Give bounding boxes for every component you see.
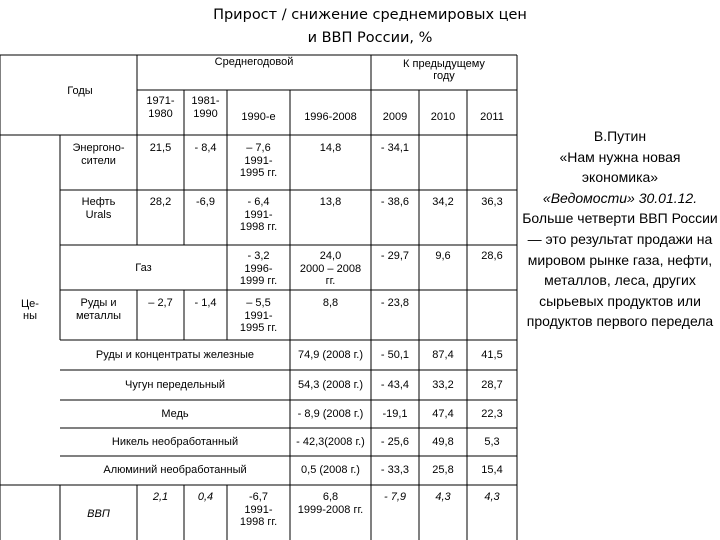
row-metals-label: Руды и металлы [75,297,122,322]
row-urals-label: Нефть Urals [81,196,116,221]
row-gas-label: Газ [135,261,152,274]
cell-energy-4: 14,8 [319,142,342,154]
cell-gdp-1: 2,1 [152,491,169,503]
cell-copper-6: 47,4 [432,407,454,420]
cell-urals-5: - 38,6 [380,196,410,208]
quote-headline: «Нам нужна новая экономика» [559,148,681,186]
cell-gdp-3: -6,7 1991- 1998 гг. [239,491,278,528]
cell-gas-5: - 29,7 [380,250,410,262]
cell-energy-3: – 7,6 1991- 1995 гг. [239,142,278,179]
cell-metals-3: – 5,5 1991- 1995 гг. [239,297,278,334]
cell-copper-7: 22,3 [481,407,503,420]
header-years: Годы [67,84,93,97]
cell-pig-iron-7: 28,7 [481,378,503,391]
quote-source: «Ведомости» 30.01.12. [542,189,698,206]
row-copper-label: Медь [161,407,189,420]
cell-gas-3: - 3,2 1996- 1999 гг. [239,250,278,287]
cell-gdp-2: 0,4 [197,491,214,503]
cell-pig-iron-6: 33,2 [432,378,454,391]
cell-gdp-5: - 7,9 [383,491,406,503]
row-nickel-label: Никель необработанный [111,435,239,448]
cell-energy-5: - 34,1 [380,142,410,154]
header-period-6: 2010 [430,111,456,124]
cell-energy-2: - 8,4 [194,142,217,154]
header-previous-year: К предыдущему году [403,57,485,82]
row-iron-ore-label: Руды и концентраты железные [95,348,255,361]
cell-gas-4: 24,0 2000 – 2008 гг. [299,250,362,287]
header-period-7: 2011 [480,111,504,124]
cell-urals-2: -6,9 [196,196,215,208]
cell-gas-6: 9,6 [435,250,451,262]
row-pig-iron-label: Чугун передельный [125,378,225,391]
cell-iron-ore-5: - 50,1 [380,348,410,361]
title-line-1: Прирост / снижение среднемировых цен [213,7,527,23]
cell-copper-5: -19,1 [382,407,408,420]
header-average: Среднегодовой [214,55,294,68]
cell-metals-2: - 1,4 [194,297,217,309]
cell-iron-ore-4: 74,9 (2008 г.) [297,348,364,361]
cell-copper-4: - 8,9 (2008 г.) [297,407,364,420]
row-gdp-label: ВВП [87,507,110,520]
cell-gdp-4: 6,8 1999-2008 гг. [297,491,364,516]
cell-gdp-6: 4,3 [435,491,451,503]
cell-nickel-6: 49,8 [432,435,454,448]
cell-pig-iron-4: 54,3 (2008 г.) [297,378,364,391]
quote-block [520,126,720,332]
row-energy-label: Энергоно- сители [72,142,125,167]
cell-energy-1: 21,5 [149,142,172,154]
prices-label: Це- ны [21,297,39,322]
cell-metals-5: - 23,8 [380,297,410,309]
header-period-1: 1971- 1980 [146,95,175,120]
quote-author: В.Путин [593,128,647,144]
cell-urals-4: 13,8 [319,196,342,208]
cell-urals-1: 28,2 [149,196,172,208]
cell-nickel-5: - 25,6 [380,435,410,448]
cell-urals-3: - 6,4 1991- 1998 гг. [239,196,278,233]
header-period-4: 1996-2008 [304,111,357,124]
cell-aluminium-7: 15,4 [481,464,503,477]
cell-urals-7: 36,3 [481,196,503,208]
cell-pig-iron-5: - 43,4 [380,378,410,391]
cell-gas-7: 28,6 [481,250,503,262]
quote-text: Больше четверти ВВП России — это результат продажи на мировом рынке газа, нефти, металлов, леса, других сырьевых продуктов или продуктов первого передела [522,210,718,330]
cell-aluminium-6: 25,8 [432,464,454,477]
title-line-2: и ВВП России, % [307,30,433,46]
cell-aluminium-4: 0,5 (2008 г.) [301,464,360,477]
row-aluminium-label: Алюминий необработанный [103,464,247,477]
cell-nickel-7: 5,3 [484,435,500,448]
header-period-5: 2009 [382,111,408,124]
header-period-3: 1990-е [241,111,276,124]
cell-gdp-7: 4,3 [484,491,500,503]
header-period-2: 1981- 1990 [191,95,220,120]
cell-iron-ore-6: 87,4 [432,348,454,361]
cell-urals-6: 34,2 [432,196,454,208]
cell-iron-ore-7: 41,5 [481,348,503,361]
cell-nickel-4: - 42,3(2008 г.) [296,435,365,448]
cell-aluminium-5: - 33,3 [380,464,410,477]
cell-metals-4: 8,8 [322,297,339,309]
cell-metals-1: – 2,7 [148,297,173,309]
